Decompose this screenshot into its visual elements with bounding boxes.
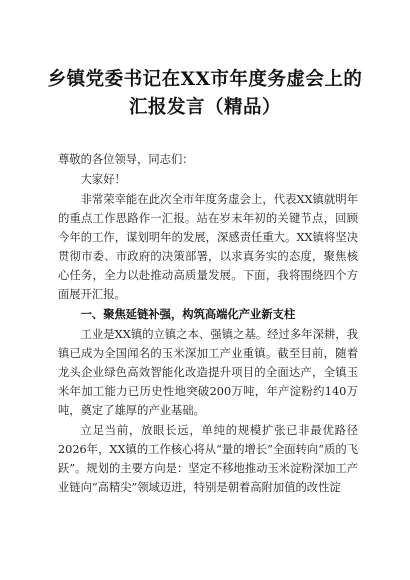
paragraph-industry: 工业是XX镇的立镇之本、强镇之基。经过多年深耕，我镇已成为全国闻名的玉米深加工产业重镇。截至目前，随着龙头企业绿色高效智能化改造提升项目的全面达产，全镇玉米年加工能力已历史性地突破200万吨，年产淀粉约140万吨，奠定了雄厚的产业基础。 <box>58 328 358 417</box>
salutation: 尊敬的各位领导，同志们： <box>58 153 194 166</box>
document-body <box>58 150 358 498</box>
paragraph-outlook: 立足当前，放眼长远，单纯的规模扩张已非最优路径2026年，XX镇的工作核心将从“量的增长”全面转向“质的飞跃”。规划的主要方向是：坚定不移地推动玉米淀粉深加工产业链向“高精尖”领域迈进，特别是朝着高附加值的改性淀 <box>58 424 358 494</box>
section-heading-1: 一、聚焦延链补强，构筑高端化产业新支柱 <box>80 307 296 321</box>
greeting: 大家好！ <box>80 173 126 186</box>
paragraph-intro: 非常荣幸能在此次全市年度务虚会上，代表XX镇就明年的重点工作思路作一汇报。站在岁末年初的关键节点，回顾今年的工作，谋划明年的发展，深感责任重大。XX镇将坚决贯彻市委、市政府的决策部署，以求真务实的态度，聚焦核心任务，全力以赴推动高质量发展。下面，我将围绕四个方面展开汇报。 <box>58 193 358 301</box>
document-title: 乡镇党委书记在XX市年度务虚会上的汇报发言（精品） <box>47 69 363 118</box>
